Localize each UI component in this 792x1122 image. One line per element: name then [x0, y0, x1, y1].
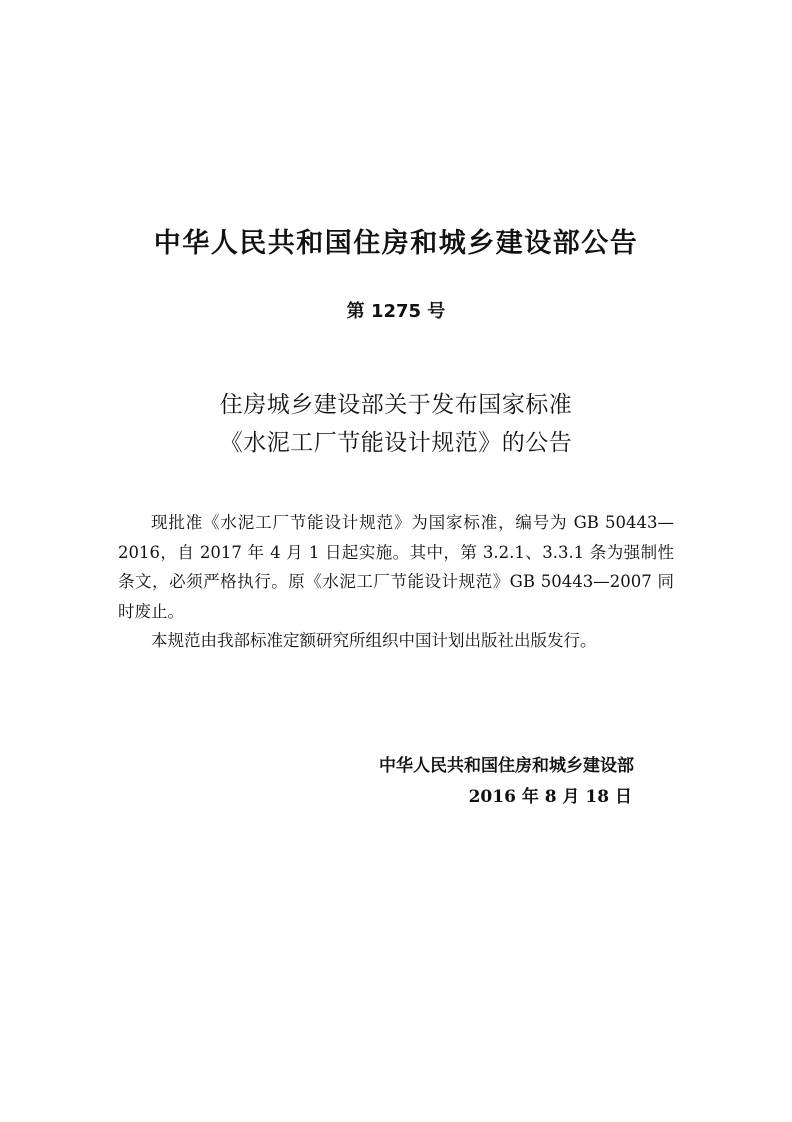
signature-date: 2016 年 8 月 18 日: [468, 787, 632, 807]
body-paragraph-1: 现批准《水泥工厂节能设计规范》为国家标准，编号为 GB 50443—2016，自 2017 年 4 月 1 日起实施。其中，第 3.2.1、3.3.1 条为强制性条文，必须严格执行。原《水泥工厂节能设计规范》GB 50443—2007 同时废止。: [118, 513, 674, 621]
page-title: 中华人民共和国住房和城乡建设部公告: [153, 228, 639, 259]
subtitle-line-1: 住房城乡建设部关于发布国家标准: [219, 392, 573, 418]
signature-organization: 中华人民共和国住房和城乡建设部: [379, 756, 634, 776]
subtitle-line-2: 《水泥工厂节能设计规范》的公告: [219, 430, 573, 456]
announcement-subtitle: [0, 386, 792, 462]
announcement-body: [118, 508, 674, 656]
notice-number: 第 1275 号: [346, 301, 446, 322]
body-paragraph-2: 本规范由我部标准定额研究所组织中国计划出版社出版发行。: [151, 631, 597, 650]
